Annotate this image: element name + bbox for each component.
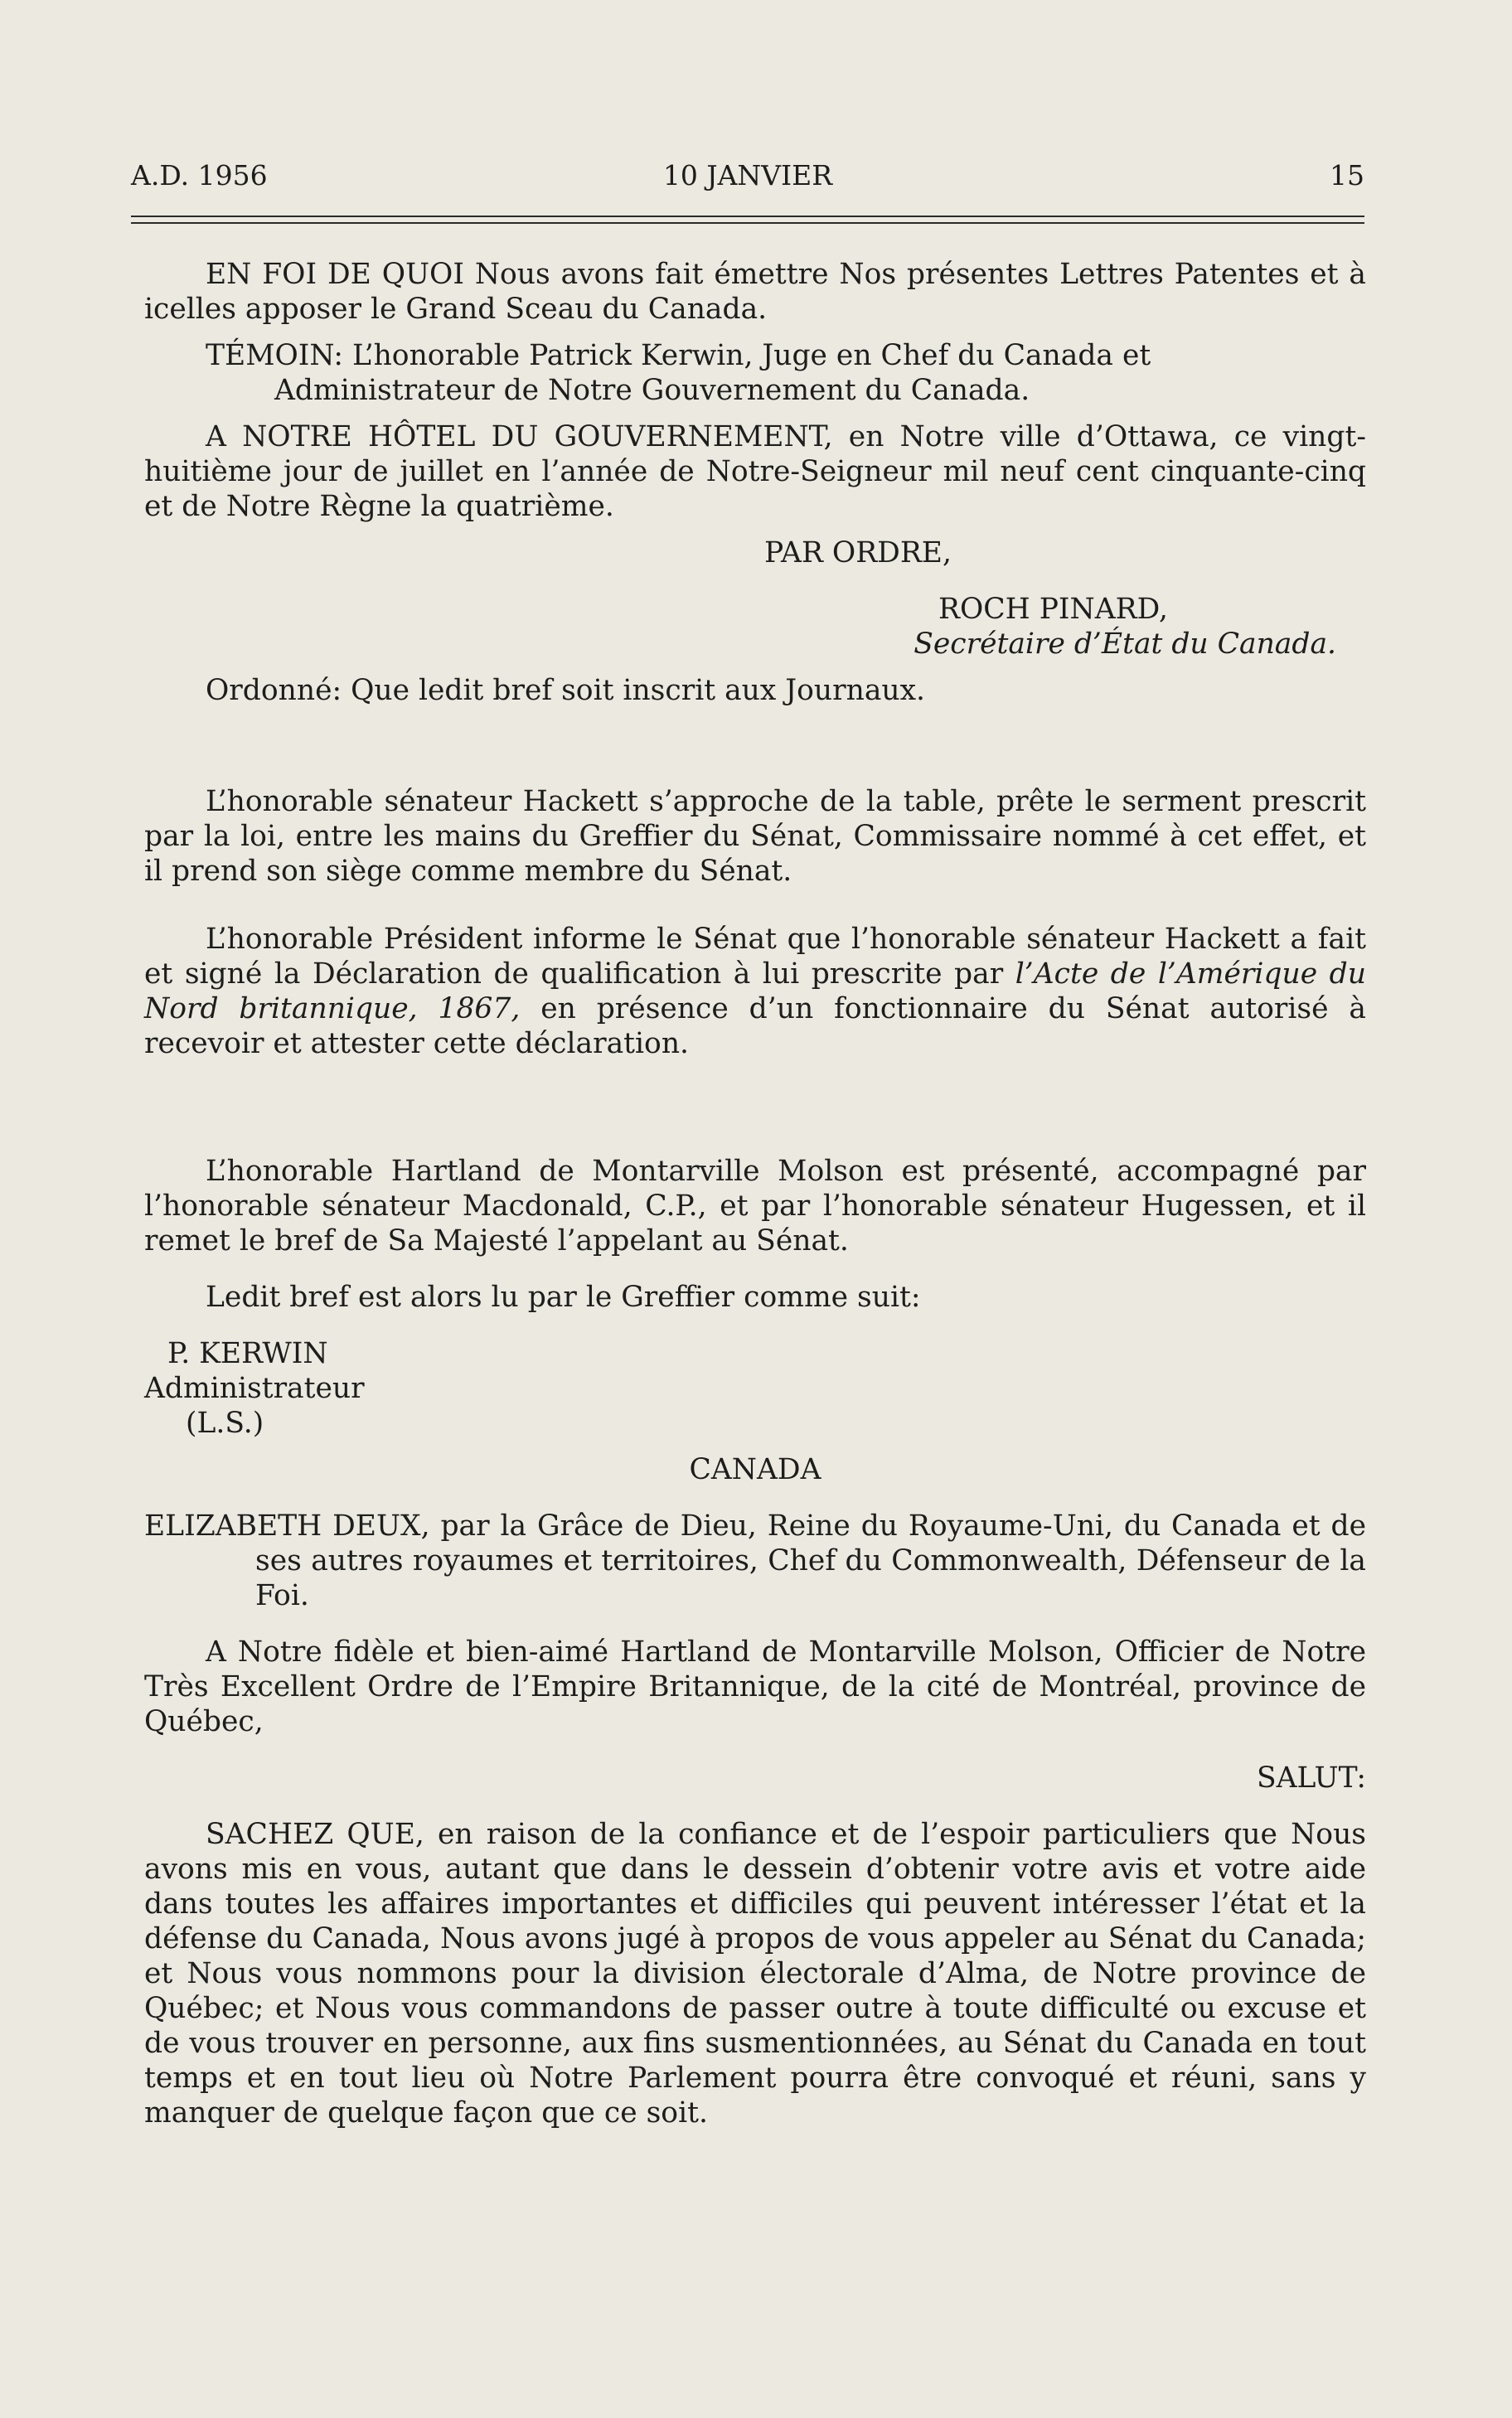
paragraph-hackett-serment: L’honorable sénateur Hackett s’approche de la table, prête le serment prescrit par la loi, entre les mains du Greffier du Sénat, Commissaire nommé à cet effet, et il prend son siège comme membre du Sénat. — [144, 785, 1366, 888]
declaration-text-a: L’honorable Président informe le Sénat que l’honorable sénateur Hackett a fait et signé la Déclaration de qualification à lui prescrite par — [144, 923, 1366, 991]
paragraph-ledit-bref: Ledit bref est alors lu par le Greffier comme suit: — [206, 1281, 921, 1314]
paragraph-declaration — [144, 922, 1366, 1061]
par-ordre: PAR ORDRE, — [764, 536, 952, 569]
writ-heading-canada: CANADA — [689, 1453, 821, 1486]
paragraph-molson-presente: L’honorable Hartland de Montarville Molson est présenté, accompagné par l’honorable sénateur Macdonald, C.P., et par l’honorable sénateur Hugessen, et il remet le bref de Sa Majesté l’appelant au Sénat. — [144, 1155, 1366, 1257]
paragraph-sachez-que: SACHEZ QUE, en raison de la confiance et de l’espoir particuliers que Nous avons mis en vous, autant que dans le dessein d’obtenir votre avis et votre aide dans toutes les affaires importantes et difficiles qui peuvent intéresser l’état et la défense du Canada, Nous avons jugé à propos de vous appeler au Sénat du Canada; et Nous vous nommons pour la division électorale d’Alma, de Notre province de Québec; et Nous vous commandons de passer outre à toute difficulté ou excuse et de vous trouver en personne, aux fins susmentionnées, au Sénat du Canada en tout temps et en tout lieu où Notre Parlement pourra être convoqué et réuni, sans y manquer de quelque façon que ce soit. — [144, 1818, 1366, 2130]
document-body — [144, 257, 1366, 2130]
header-rule-bottom — [131, 222, 1364, 224]
declaration-text-b: en présence d’un fonctionnaire du Sénat autorisé à recevoir et attester cette déclaration. — [144, 992, 1366, 1060]
signatory-title: Secrétaire d’État du Canada. — [914, 628, 1336, 661]
salut: SALUT: — [1256, 1761, 1366, 1795]
writ-seal: (L.S.) — [186, 1407, 264, 1440]
writ-signatory-title: Administrateur — [144, 1372, 365, 1405]
paragraph-elizabeth: ELIZABETH DEUX, par la Grâce de Dieu, Reine du Royaume-Uni, du Canada et de ses autres royaumes et territoires, Chef du Commonwealth, Défenseur de la Foi. — [144, 1509, 1366, 1612]
header-rule-top — [131, 216, 1364, 217]
paragraph-en-foi: EN FOI DE QUOI Nous avons fait émettre Nos présentes Lettres Patentes et à icelles apposer le Grand Sceau du Canada. — [144, 258, 1366, 326]
page-number: 15 — [1330, 159, 1364, 191]
paragraph-hotel: A NOTRE HÔTEL DU GOUVERNEMENT, en Notre ville d’Ottawa, ce vingt-huitième jour de juillet en l’année de Notre-Seigneur mil neuf cent cinquante-cinq et de Notre Règne la quatrième. — [144, 420, 1366, 523]
page-header — [131, 157, 1364, 194]
ordonne-line: Ordonné: Que ledit bref soit inscrit aux Journaux. — [206, 674, 926, 707]
signatory-name: ROCH PINARD, — [938, 593, 1169, 626]
paragraph-molson-address: A Notre fidèle et bien-aimé Hartland de Montarville Molson, Officier de Notre Très Excellent Ordre de l’Empire Britannique, de la cité de Montréal, province de Québec, — [144, 1635, 1366, 1738]
paragraph-temoin-line2: Administrateur de Notre Gouvernement du Canada. — [274, 374, 1030, 407]
header-year: A.D. 1956 — [131, 159, 268, 191]
writ-signatory: P. KERWIN — [167, 1337, 328, 1370]
declaration-act-title: l’Acte de l’Amérique du Nord britannique, 1867, — [144, 957, 1366, 1025]
header-date: 10 JANVIER — [662, 159, 833, 191]
paragraph-temoin-line1: TÉMOIN: L’honorable Patrick Kerwin, Juge en Chef du Canada et — [206, 339, 1151, 372]
